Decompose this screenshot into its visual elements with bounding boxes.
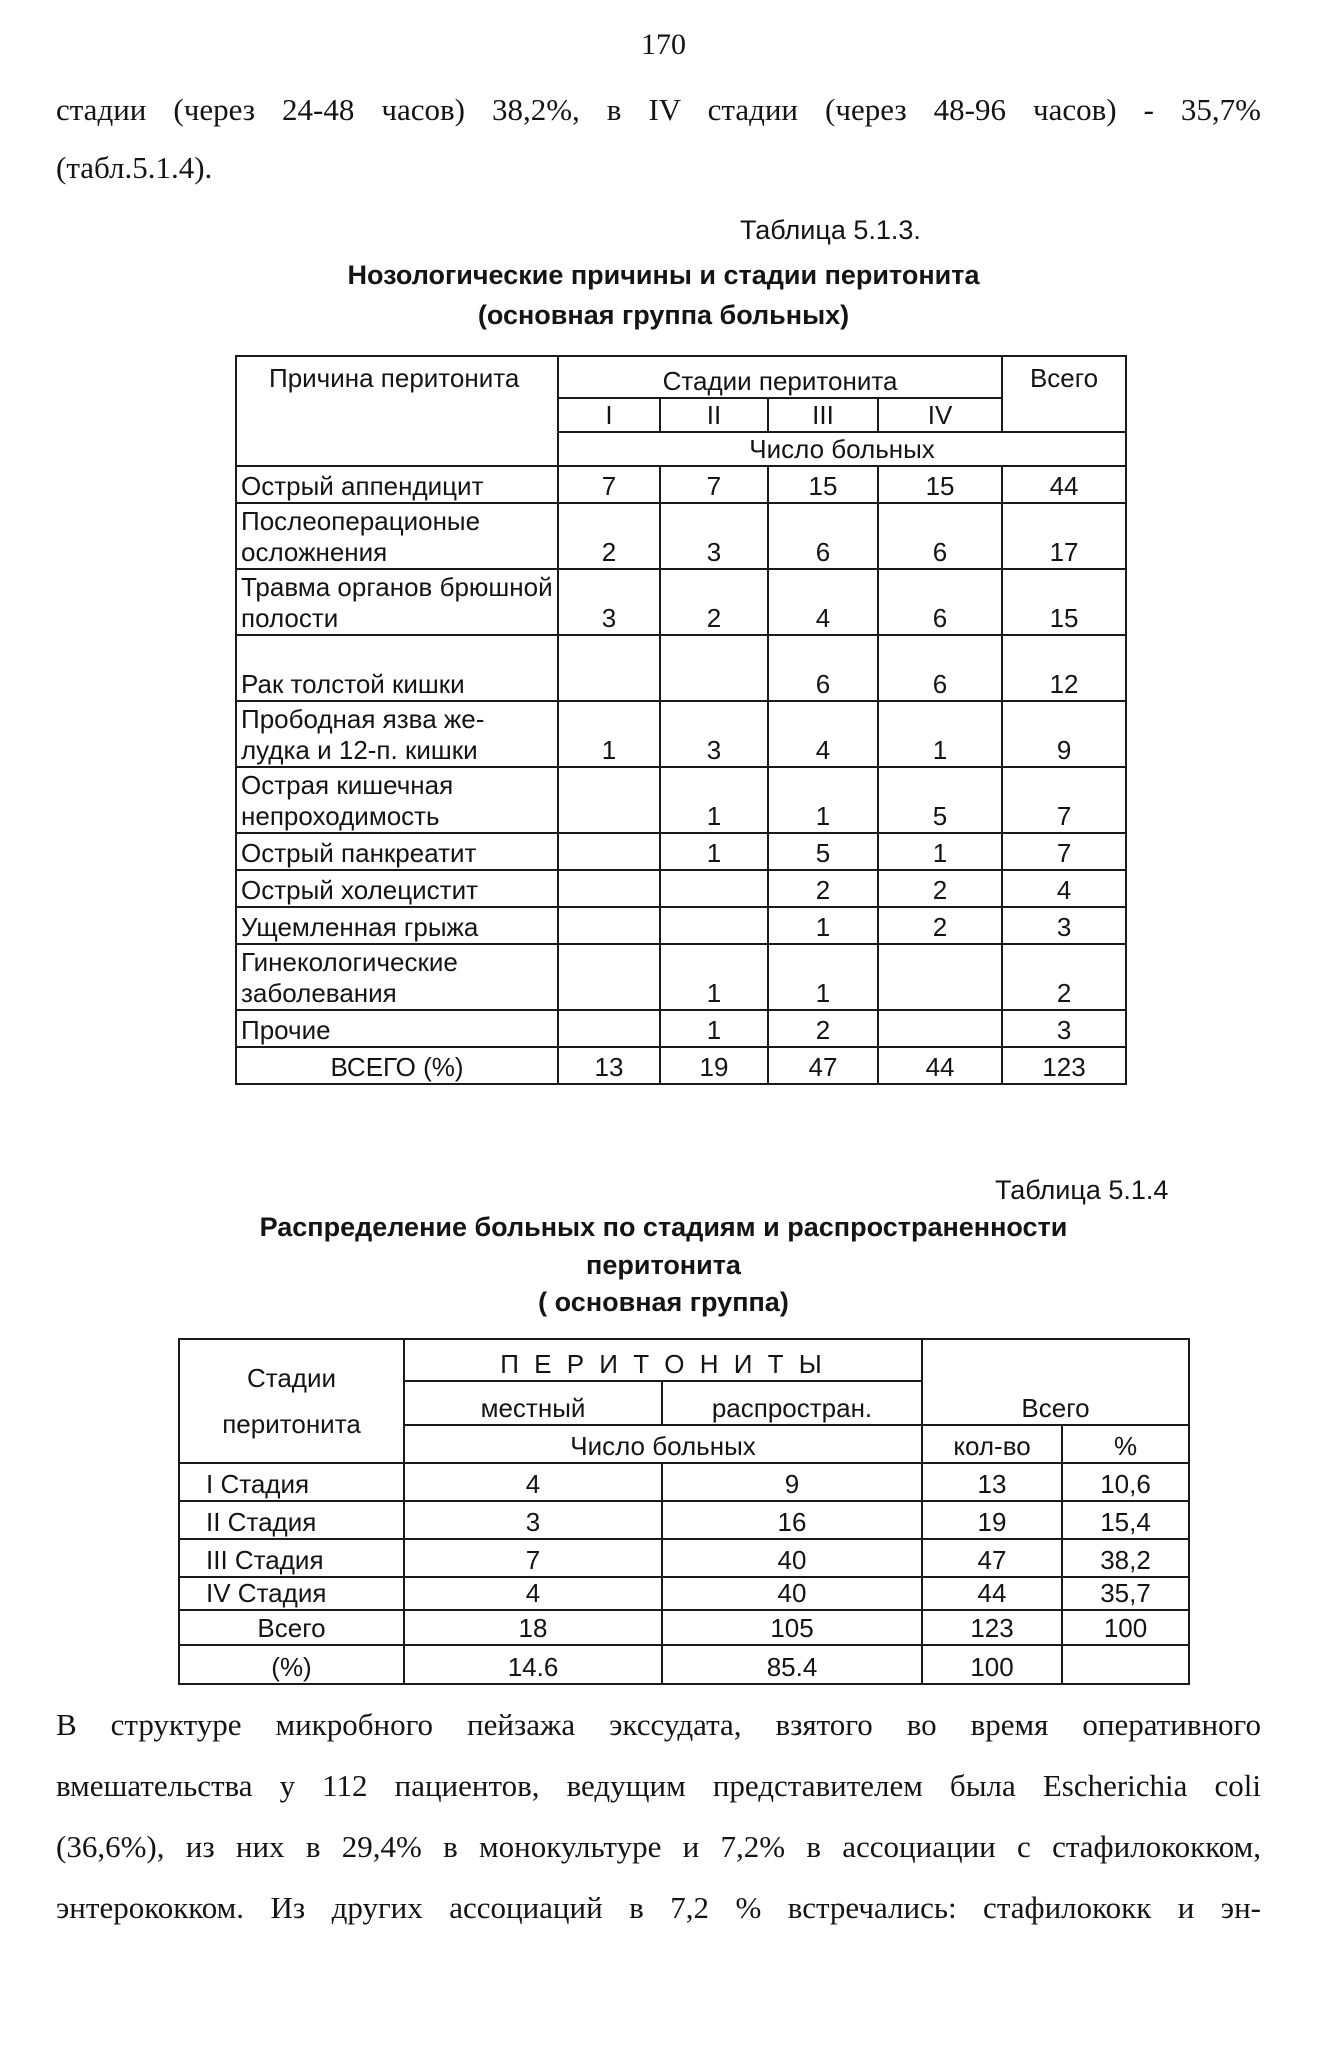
cell-widespread: 9 — [662, 1463, 922, 1501]
body-text-line: энтерококком. Из других ассоциаций в 7,2 % встречались: стафилококк и эн- — [56, 1890, 1261, 1925]
cell-total: 7 — [1002, 767, 1126, 833]
cell-stage-i: 13 — [558, 1047, 660, 1084]
cell-count: 47 — [922, 1539, 1062, 1577]
table-row — [236, 833, 1126, 870]
cell-stage-iii: 2 — [768, 1010, 878, 1047]
header-percent: % — [1062, 1425, 1189, 1463]
cell-total: 4 — [1002, 870, 1126, 907]
cell-percent — [1062, 1645, 1189, 1684]
cell-stage-iii: 6 — [768, 635, 878, 701]
table-row — [236, 1010, 1126, 1047]
cell-stage-iii: 5 — [768, 833, 878, 870]
intro-text-line: (табл.5.1.4). — [56, 150, 213, 185]
table-row — [236, 466, 1126, 503]
table-row — [179, 1610, 1189, 1645]
table-title: Распределение больных по стадиям и распространенности — [259, 1212, 1068, 1242]
cell-total: 12 — [1002, 635, 1126, 701]
cell-stage-i: 7 — [558, 466, 660, 503]
header-stage-iii: III — [768, 398, 878, 432]
cell-total: 3 — [1002, 1010, 1126, 1047]
cell-stage: (%) — [179, 1645, 404, 1684]
cell-stage-i — [558, 767, 660, 833]
cell-stage-iii: 15 — [768, 466, 878, 503]
cell-stage-iii: 2 — [768, 870, 878, 907]
cell-stage-iv — [878, 944, 1002, 1010]
table-total-row — [236, 1047, 1126, 1084]
cell-total: 17 — [1002, 503, 1126, 569]
table-row — [236, 907, 1126, 944]
header-local: местный — [404, 1381, 662, 1425]
cell-percent: 38,2 — [1062, 1539, 1189, 1577]
cell-percent: 10,6 — [1062, 1463, 1189, 1501]
cell-widespread: 85.4 — [662, 1645, 922, 1684]
cell-widespread: 105 — [662, 1610, 922, 1645]
cell-cause: Прободная язва же-лудка и 12-п. кишки — [236, 701, 558, 767]
table-row — [236, 503, 1126, 569]
cell-stage-iii: 4 — [768, 701, 878, 767]
table-row — [236, 701, 1126, 767]
cell-cause: Острая кишечная непроходимость — [236, 767, 558, 833]
cell-count: 19 — [922, 1501, 1062, 1539]
header-total: Всего — [922, 1339, 1189, 1425]
cell-total: 7 — [1002, 833, 1126, 870]
cell-local: 18 — [404, 1610, 662, 1645]
header-stage-iv: IV — [878, 398, 1002, 432]
cell-stage-iii: 4 — [768, 569, 878, 635]
cell-cause: Ущемленная грыжа — [236, 907, 558, 944]
header-count-label: Число больных — [558, 432, 1126, 466]
cell-cause: ВСЕГО (%) — [236, 1047, 558, 1084]
header-widespread: распростран. — [662, 1381, 922, 1425]
cell-stage-i — [558, 907, 660, 944]
table-row — [179, 1463, 1189, 1501]
table-subtitle: ( основная группа) — [538, 1287, 789, 1317]
cell-stage-iii: 1 — [768, 944, 878, 1010]
cell-stage-iv: 5 — [878, 767, 1002, 833]
cell-stage-ii: 1 — [660, 767, 768, 833]
header-stage-ii: II — [660, 398, 768, 432]
table-subtitle: (основная группа больных) — [477, 300, 850, 330]
table-title: Нозологические причины и стадии перитонита — [347, 260, 980, 290]
table-caption: Таблица 5.1.4 — [995, 1175, 1169, 1205]
cell-stage-ii: 7 — [660, 466, 768, 503]
cell-total: 3 — [1002, 907, 1126, 944]
cell-widespread: 16 — [662, 1501, 922, 1539]
cell-stage-ii — [660, 907, 768, 944]
cell-cause: Острый аппендицит — [236, 466, 558, 503]
cell-cause: Травма органов брюшной полости — [236, 569, 558, 635]
cell-stage-ii: 3 — [660, 701, 768, 767]
cell-cause: Послеоперационые осложнения — [236, 503, 558, 569]
cell-stage-i: 3 — [558, 569, 660, 635]
cell-total: 2 — [1002, 944, 1126, 1010]
table-row — [179, 1577, 1189, 1610]
cell-stage-iii: 1 — [768, 767, 878, 833]
cell-stage-iii: 6 — [768, 503, 878, 569]
cell-widespread: 40 — [662, 1539, 922, 1577]
cell-stage-ii: 1 — [660, 833, 768, 870]
cell-percent: 15,4 — [1062, 1501, 1189, 1539]
cell-cause: Острый панкреатит — [236, 833, 558, 870]
cell-stage-i — [558, 870, 660, 907]
cell-total: 9 — [1002, 701, 1126, 767]
cell-stage-i — [558, 635, 660, 701]
cell-stage: III Стадия — [179, 1539, 404, 1577]
table-row — [236, 569, 1126, 635]
header-stage: Стадии перитонита — [179, 1339, 404, 1463]
cell-total: 123 — [1002, 1047, 1126, 1084]
cell-cause: Прочие — [236, 1010, 558, 1047]
cell-local: 3 — [404, 1501, 662, 1539]
header-peritonitis: П Е Р И Т О Н И Т Ы — [404, 1339, 922, 1381]
cell-stage-ii: 1 — [660, 1010, 768, 1047]
table-row — [179, 1539, 1189, 1577]
cell-stage-i: 1 — [558, 701, 660, 767]
cell-stage-iv: 44 — [878, 1047, 1002, 1084]
cell-stage-iv: 15 — [878, 466, 1002, 503]
body-text-line: (36,6%), из них в 29,4% в монокультуре и 7,2% в ассоциации с стафилококком, — [56, 1829, 1261, 1864]
cell-stage-i — [558, 944, 660, 1010]
table-row — [236, 944, 1126, 1010]
body-text-line: В структуре микробного пейзажа экссудата, взятого во время оперативного — [56, 1707, 1261, 1742]
cell-local: 7 — [404, 1539, 662, 1577]
cell-percent: 35,7 — [1062, 1577, 1189, 1610]
cell-stage-ii: 1 — [660, 944, 768, 1010]
cell-widespread: 40 — [662, 1577, 922, 1610]
intro-text-line: стадии (через 24-48 часов) 38,2%, в IV стадии (через 48-96 часов) - 35,7% — [56, 92, 1261, 127]
cell-count: 100 — [922, 1645, 1062, 1684]
cell-stage-iii: 47 — [768, 1047, 878, 1084]
cell-stage: Всего — [179, 1610, 404, 1645]
cell-stage-ii: 2 — [660, 569, 768, 635]
cell-local: 4 — [404, 1463, 662, 1501]
table-row — [236, 767, 1126, 833]
stage-distribution-table — [178, 1338, 1190, 1685]
header-stages: Стадии перитонита — [558, 356, 1002, 398]
cell-local: 14.6 — [404, 1645, 662, 1684]
cell-cause: Острый холецистит — [236, 870, 558, 907]
cell-stage-iv: 1 — [878, 701, 1002, 767]
cell-stage: IV Стадия — [179, 1577, 404, 1610]
cell-stage-ii — [660, 870, 768, 907]
cell-stage: I Стадия — [179, 1463, 404, 1501]
table-caption: Таблица 5.1.3. — [740, 215, 921, 245]
header-stage-i: I — [558, 398, 660, 432]
cell-stage-iv: 2 — [878, 870, 1002, 907]
cell-stage-iv: 6 — [878, 569, 1002, 635]
cell-count: 44 — [922, 1577, 1062, 1610]
body-text-line: вмешательства у 112 пациентов, ведущим представителем была Escherichia coli — [56, 1768, 1261, 1803]
cell-stage-ii: 19 — [660, 1047, 768, 1084]
table-title: перитонита — [586, 1250, 741, 1280]
cell-total: 15 — [1002, 569, 1126, 635]
cell-stage-iv: 6 — [878, 503, 1002, 569]
cell-stage-iv: 2 — [878, 907, 1002, 944]
page-number: 170 — [641, 28, 686, 61]
cell-local: 4 — [404, 1577, 662, 1610]
header-total: Всего — [1002, 356, 1126, 432]
cell-count: 123 — [922, 1610, 1062, 1645]
cell-count: 13 — [922, 1463, 1062, 1501]
cell-stage-iv: 1 — [878, 833, 1002, 870]
nosology-stages-table — [235, 355, 1127, 1085]
cell-stage-i: 2 — [558, 503, 660, 569]
cell-cause: Рак толстой кишки — [236, 635, 558, 701]
cell-stage: II Стадия — [179, 1501, 404, 1539]
cell-total: 44 — [1002, 466, 1126, 503]
header-count-label: Число больных — [404, 1425, 922, 1463]
cell-stage-iv: 6 — [878, 635, 1002, 701]
cell-stage-i — [558, 833, 660, 870]
header-cause: Причина перитонита — [236, 356, 558, 466]
cell-stage-i — [558, 1010, 660, 1047]
table-row — [179, 1645, 1189, 1684]
header-count: кол-во — [922, 1425, 1062, 1463]
cell-cause: Гинекологические заболевания — [236, 944, 558, 1010]
cell-stage-ii: 3 — [660, 503, 768, 569]
cell-percent: 100 — [1062, 1610, 1189, 1645]
cell-stage-iv — [878, 1010, 1002, 1047]
table-row — [236, 870, 1126, 907]
table-row — [236, 635, 1126, 701]
cell-stage-ii — [660, 635, 768, 701]
cell-stage-iii: 1 — [768, 907, 878, 944]
table-row — [179, 1501, 1189, 1539]
